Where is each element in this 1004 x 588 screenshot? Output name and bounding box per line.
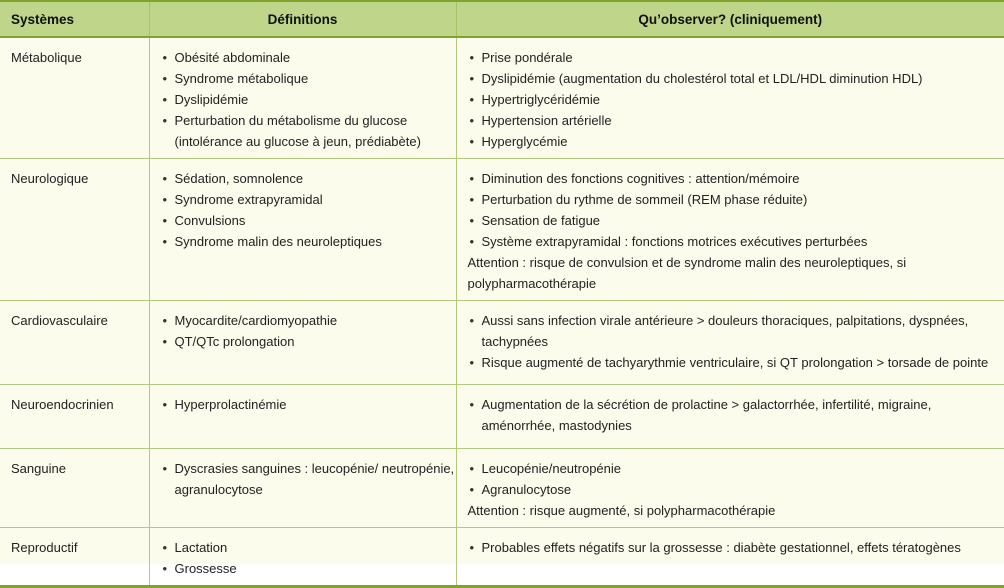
- attention-note: Attention : risque augmenté, si polypharmacothérapie: [468, 500, 1004, 521]
- definitions-list: [161, 537, 456, 579]
- table-row: [0, 449, 1004, 528]
- observations-cell: [456, 159, 1004, 301]
- observation-item: • Aussi sans infection virale antérieure > douleurs thoraciques, palpitations, dyspnées, tachypnées: [468, 310, 1004, 352]
- system-cell: Sanguine: [0, 449, 149, 528]
- observations-list: [468, 458, 1004, 500]
- definition-item: • Hyperprolactinémie: [161, 394, 456, 415]
- definition-item: • Dyscrasies sanguines : leucopénie/ neutropénie, agranulocytose: [161, 458, 456, 500]
- observation-item: • Diminution des fonctions cognitives : attention/mémoire: [468, 168, 1004, 189]
- observations-list: [468, 47, 1004, 152]
- observation-item: • Prise pondérale: [468, 47, 1004, 68]
- system-cell: Neurologique: [0, 159, 149, 301]
- observation-item: • Hypertension artérielle: [468, 110, 1004, 131]
- observations-cell: [456, 449, 1004, 528]
- definitions-cell: [149, 385, 456, 449]
- header-definitions: Définitions: [149, 1, 456, 37]
- system-cell: Cardiovasculaire: [0, 301, 149, 385]
- definitions-list: [161, 47, 456, 152]
- definition-item: • Lactation: [161, 537, 456, 558]
- observation-item: • Hypertriglycéridémie: [468, 89, 1004, 110]
- observations-cell: [456, 301, 1004, 385]
- observation-item: • Augmentation de la sécrétion de prolactine > galactorrhée, infertilité, migraine, aménorrhée, mastodynies: [468, 394, 1004, 436]
- observations-list: [468, 310, 1004, 373]
- system-cell: Reproductif: [0, 528, 149, 587]
- definitions-cell: [149, 449, 456, 528]
- table-row: [0, 159, 1004, 301]
- definitions-cell: [149, 301, 456, 385]
- observation-item: • Risque augmenté de tachyarythmie ventriculaire, si QT prolongation > torsade de pointe: [468, 352, 1004, 373]
- table-row: [0, 385, 1004, 449]
- definitions-cell: [149, 37, 456, 159]
- definitions-cell: [149, 159, 456, 301]
- table-row: [0, 37, 1004, 159]
- definition-item: • Myocardite/cardiomyopathie: [161, 310, 456, 331]
- observation-item: • Probables effets négatifs sur la grossesse : diabète gestationnel, effets tératogènes: [468, 537, 1004, 558]
- observations-cell: [456, 37, 1004, 159]
- table-row: [0, 528, 1004, 587]
- definition-item: • Obésité abdominale: [161, 47, 456, 68]
- header-systemes: Systèmes: [0, 1, 149, 37]
- observations-list: [468, 537, 1004, 558]
- definition-item: • Syndrome métabolique: [161, 68, 456, 89]
- system-cell: Métabolique: [0, 37, 149, 159]
- observation-item: • Système extrapyramidal : fonctions motrices exécutives perturbées: [468, 231, 1004, 252]
- definition-item: • Convulsions: [161, 210, 456, 231]
- definitions-list: [161, 458, 456, 500]
- observation-item: • Agranulocytose: [468, 479, 1004, 500]
- observations-cell: [456, 385, 1004, 449]
- definition-item: • Dyslipidémie: [161, 89, 456, 110]
- definitions-list: [161, 394, 456, 415]
- system-cell: Neuroendocrinien: [0, 385, 149, 449]
- definition-item: • QT/QTc prolongation: [161, 331, 456, 352]
- observation-item: • Sensation de fatigue: [468, 210, 1004, 231]
- observation-item: • Dyslipidémie (augmentation du cholestérol total et LDL/HDL diminution HDL): [468, 68, 1004, 89]
- definition-item: • Perturbation du métabolisme du glucose (intolérance au glucose à jeun, prédiabète): [161, 110, 456, 152]
- observations-cell: [456, 528, 1004, 587]
- definition-item: • Sédation, somnolence: [161, 168, 456, 189]
- observations-list: [468, 168, 1004, 252]
- observations-list: [468, 394, 1004, 436]
- header-observer: Qu’observer? (cliniquement): [456, 1, 1004, 37]
- definition-item: • Syndrome extrapyramidal: [161, 189, 456, 210]
- observation-item: • Hyperglycémie: [468, 131, 1004, 152]
- definitions-cell: [149, 528, 456, 587]
- definitions-list: [161, 168, 456, 252]
- table-header: [0, 1, 1004, 37]
- table-row: [0, 301, 1004, 385]
- definition-item: • Syndrome malin des neuroleptiques: [161, 231, 456, 252]
- table-body: [0, 37, 1004, 587]
- definition-item: • Grossesse: [161, 558, 456, 579]
- observation-item: • Leucopénie/neutropénie: [468, 458, 1004, 479]
- definitions-list: [161, 310, 456, 352]
- observation-item: • Perturbation du rythme de sommeil (REM phase réduite): [468, 189, 1004, 210]
- attention-note: Attention : risque de convulsion et de syndrome malin des neuroleptiques, si polypharmacothérapie: [468, 252, 1004, 294]
